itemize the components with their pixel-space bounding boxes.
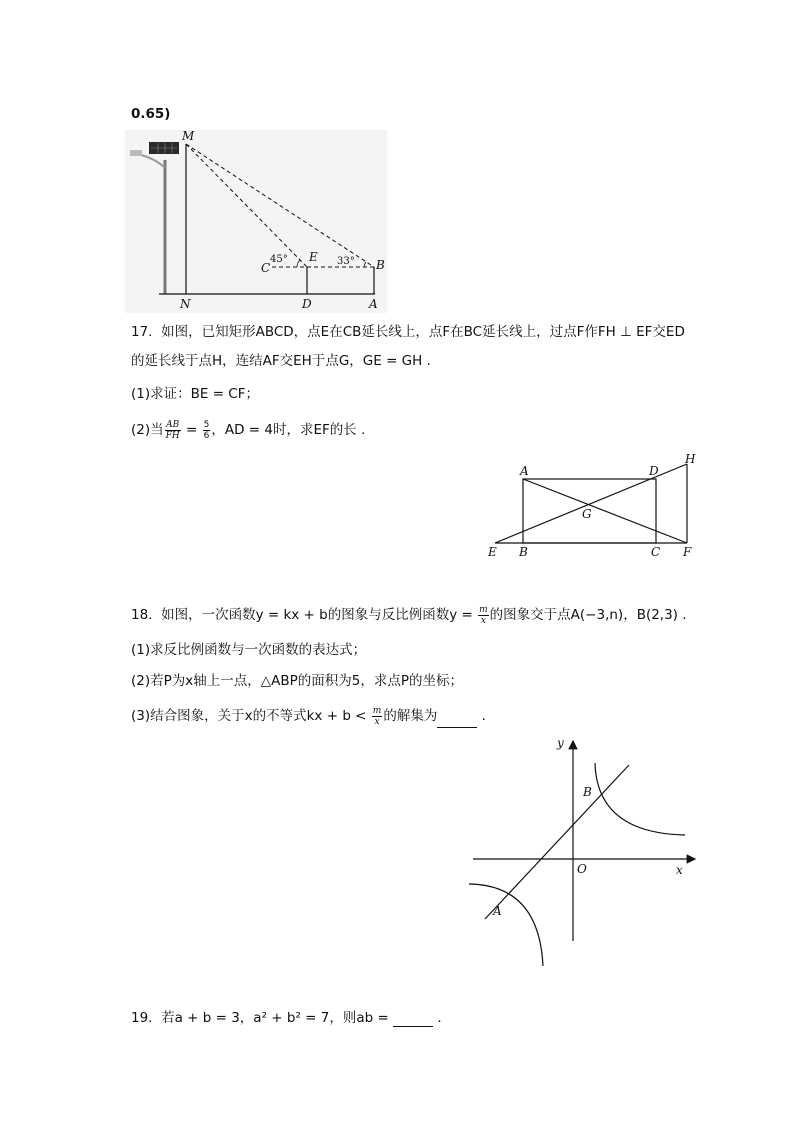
label-x: x [676,863,683,877]
segment-AF [523,479,687,543]
q17-number: 17. [131,324,153,340]
label-B: B [583,785,592,799]
function-graph-figure [465,735,705,975]
q18-part3: (3)结合图象，关于x的不等式kx + b < $\frac{m}{x}$ 的解集为 . [131,705,486,727]
q17-part1: (1)求证：BE = CF； [131,386,259,402]
q18-part2: (2)若P为x轴上一点，△ABP的面积为5，求点P的坐标； [131,673,464,689]
label-O: O [577,862,587,876]
answer-blank-q19[interactable] [393,1012,433,1027]
label-M: M [182,129,195,143]
label-H: H [685,452,696,466]
q18-part1: (1)求反比例函数与一次函数的表达式； [131,642,367,658]
label-F: F [683,545,692,559]
linear-function-line [485,765,629,919]
q17-line2: 的延长线于点H，连结AF交EH于点G，GE = GH . [131,353,431,369]
q17-part2: (2)当 $\frac{AB}{FH}$ = $\frac{5}{6}$ ，AD = 4时，求EF的长 . [131,419,366,441]
hyperbola-branch-first-quadrant [595,763,685,835]
q17-line1 [131,323,685,341]
label-B: B [376,258,385,272]
q18-line1: 18. 如图，一次函数y = kx + b的图象与反比例函数y = $\frac{m}{x}$ 的图象交于点A(−3,n)，B(2,3) . [131,604,687,626]
previous-question-fragment: 0.65) [131,106,171,122]
q17-fraction-5-6: $\frac{5}{6}$ [203,419,210,441]
q18-part3-fraction-m-x: $\frac{m}{x}$ [372,705,382,727]
angle-45-label: 45° [270,254,288,265]
lamp-head [130,150,142,156]
rectangle-figure [485,450,705,565]
label-E: E [488,545,497,559]
label-D: D [302,297,312,311]
label-A: A [369,297,378,311]
q18-fraction-m-x: $\frac{m}{x}$ [479,604,488,626]
label-G: G [582,507,592,521]
q18-number: 18. [131,607,153,623]
q17-fraction-ab-fh: $\frac{AB}{FH}$ [165,419,180,441]
q19-line: 19. 若a + b = 3，a² + b² = 7，则ab = . [131,1010,442,1026]
label-A: A [520,464,529,478]
label-B: B [519,545,528,559]
label-C: C [651,545,661,559]
q19-number: 19. [131,1010,153,1026]
label-D: D [649,464,659,478]
street-lamp-figure [125,130,395,315]
label-C: C [261,261,271,275]
label-A: A [493,904,502,918]
label-y: y [557,736,564,750]
angle-33-label: 33° [337,256,355,267]
label-E: E [309,250,318,264]
answer-blank-q18[interactable] [437,713,477,728]
label-N: N [180,297,191,311]
q17-stem-line1: 如图，已知矩形ABCD，点E在CB延长线上，点F在BC延长线上，过点F作FH ⊥ EF交ED [161,324,685,340]
